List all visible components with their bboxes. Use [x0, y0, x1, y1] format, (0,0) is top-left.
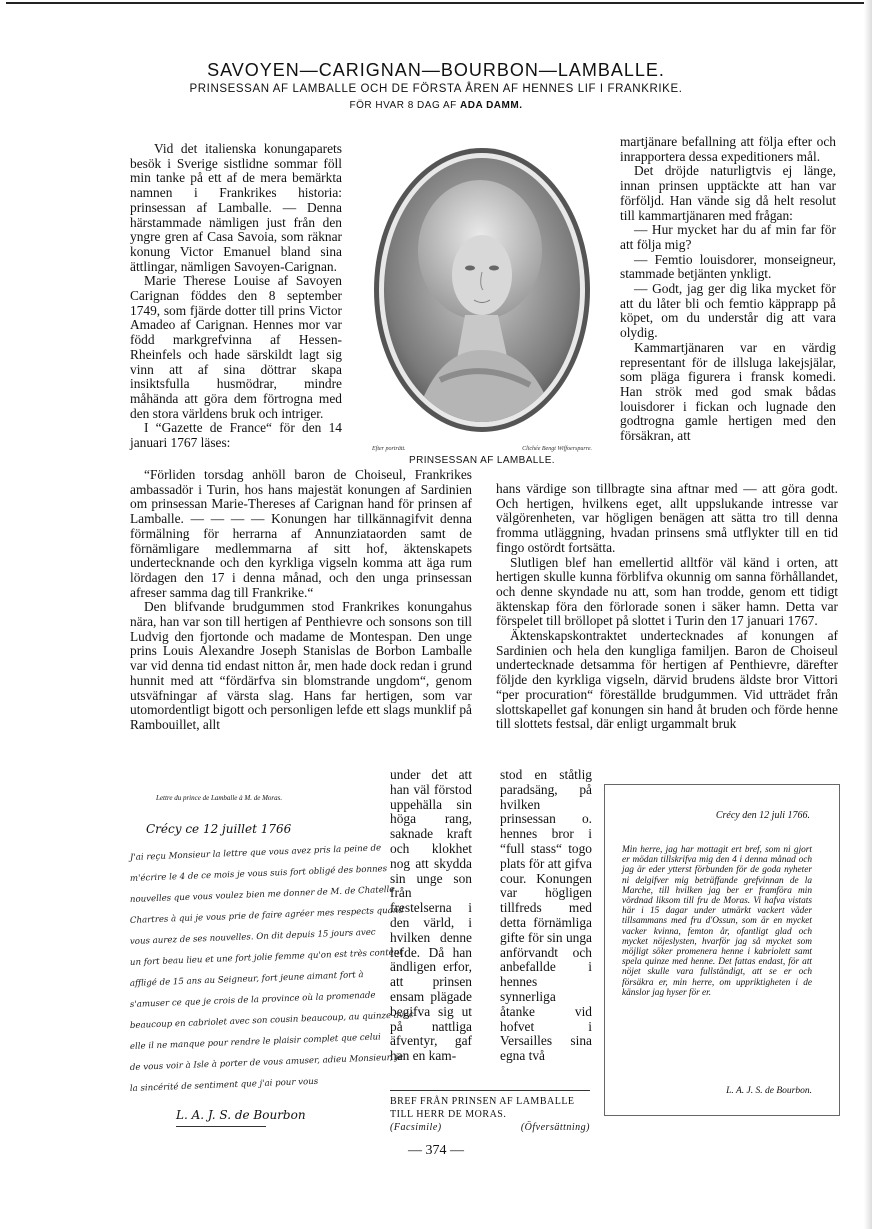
- paragraph: — Hur mycket har du af min far för att följa mig?: [620, 222, 836, 252]
- letter-handwritten-line: vous aurez de ses nouvelles. On dit depuis 15 jours avec: [129, 927, 376, 947]
- letter-handwritten-line: la sincérité de sentiment que j'ai pour vous: [129, 1076, 319, 1094]
- article-subtitle: PRINSESSAN AF LAMBALLE OCH DE FÖRSTA ÅREN AF HENNES LIF I FRANKRIKE.: [189, 83, 683, 95]
- paragraph: Slutligen blef han emellertid alltför väl känd i orten, att hertigen skulle kunna förblifva okunnig om sanna förhållandet, och denne skyndade nu att, som han trodde, genom ett tidigt äktenskap föra den förlorade sonen i säker hamn. Detta var förspelet till bröllopet på slottet i Turin den 17 januari 1767.: [496, 554, 838, 629]
- facsimile-letter: [126, 780, 414, 1140]
- letter-handwritten-line: affligé de 15 ans au Seigneur, fort jeune aimant fort à: [129, 970, 364, 989]
- letter-handwritten-line: J'ai reçu Monsieur la lettre que vous avez pris la peine de: [129, 843, 382, 863]
- portrait-caption: PRINSESSAN AF LAMBALLE.: [409, 455, 555, 466]
- paragraph: martjänare befallning att följa efter och inrapportera dessa expeditioners mål.: [620, 134, 836, 164]
- letter-handwritten-line: de vous voir à Isle à porter de vous amuser, adieu Monsieur, je: [129, 1052, 404, 1073]
- portrait-image: [370, 140, 594, 440]
- narrow-column-left: under det att han väl förstod uppehälla sin höga rang, saknade kraft och klokhet nog att skydda sin unge son från frestelserna i den värld, i hvilken denne lefde. Då han ändligen erfor, att prinsen ensam plägade begifva sig ut på nattliga äfventyr, gaf han en kam-: [390, 767, 472, 1064]
- column-3-text: [620, 135, 836, 444]
- narrow-column-right: stod en ståtlig paradsäng, på hvilken prinsessan o. hennes bror i “full stass“ togo plats för att gifva cour. Konungen var högligen tillfreds med detta förnämliga gifte för sin unga anförvandt och anbefallde i hennes synnerliga åtanke vid hofvet i Versailles sina egna två: [500, 767, 592, 1064]
- letter-handwritten-line: Chartres à qui je vous prie de faire agréer mes respects quand: [129, 905, 405, 926]
- letter-heading: Lettre du prince de Lamballe à M. de Moras.: [156, 794, 283, 802]
- portrait-credit-left: Efter porträtt.: [372, 446, 406, 452]
- byline-prefix: FÖR HVAR 8 DAG AF: [349, 100, 457, 111]
- letter-signature: L. A. J. S. de Bourbon: [176, 1108, 306, 1122]
- paragraph: — Godt, jag ger dig lika mycket för att du låter bli och femtio käpprapp på köpet, om du understår dig att vara olydig.: [620, 281, 836, 341]
- letter-handwritten-line: beaucoup en cabriolet avec son cousin beaucoup, au quinze avec: [129, 1010, 414, 1031]
- page-number: — 374 —: [408, 1143, 464, 1158]
- author-name: ADA DAMM.: [460, 100, 523, 111]
- facsimile-label: (Facsimile): [390, 1122, 442, 1133]
- letter-date: Crécy ce 12 juillet 1766: [146, 822, 292, 836]
- paragraph: Den blifvande brudgummen stod Frankrikes konungahus nära, han var son till hertigen af Penthievre och sonsons son till Ludvig den fjortonde och madame de Montespan. Den unge prins Louis Alexandre Joseph Stanislas de Borbon Lamballe var vid denna tid endast nitton år, men hade dock redan i grund hunnit med att “fördärfva sin blomstrande ungdom“, genom utsväfningar af värsta slag. Hans far hertigen, som var utomordentligt bigott och personligen lefde ett slags munklif på Rambouillet, allt: [130, 599, 472, 732]
- paragraph: Äktenskapskontraktet undertecknades af konungen af Sardinien och hela den kungliga familjen. Baron de Choiseul undertecknade detsamma för hertigen af Penthievre, därefter följde den kyrkliga vigseln, därvid brudens äldste bror Vittori “per procuration“ föreställde brudgummen. Vid utträdet från slottskapellet gaf konungen sin hand åt bruden och förde henne till slottets festsal, där enligt urgammalt bruk: [496, 628, 838, 732]
- letter-handwritten-line: m'écrire le 4 de ce mois je vous suis fort obligé des bonnes: [129, 864, 388, 884]
- paragraph: hans värdige son tillbragte sina aftnar med — att göra godt. Och hertigen, hvilkens eget, allt uppslukande intresse var välgörenheten, var högligen benägen att sätta tro till denna fromma utläggning, hvadan prinsens små utflykter till en tid fingo ostördt fortsätta.: [496, 481, 838, 555]
- portrait-credit-right: Clichée Bengt Wiffoerspurre.: [522, 446, 592, 452]
- scan-edge: [864, 0, 872, 1229]
- letter-caption-line: BREF FRÅN PRINSEN AF LAMBALLE TILL HERR DE MORAS.: [390, 1096, 575, 1120]
- column-1-text: [130, 142, 342, 451]
- letter-handwritten-line: elle il ne manque pour rendre le plaisir complet que celui: [129, 1032, 381, 1052]
- letter-caption: [390, 1090, 590, 1134]
- translation-label: (Öfversättning): [520, 1122, 590, 1133]
- translation-date: Crécy den 12 juli 1766.: [715, 810, 810, 821]
- article-title: SAVOYEN—CARIGNAN—BOURBON—LAMBALLE.: [207, 60, 665, 80]
- paragraph: “Förliden torsdag anhöll baron de Choiseul, Frankrikes ambassadör i Turin, hos hans majestät konungen af Sardinien om prinsessan Marie-Thereses af Carignan hand för prinsen af Lamballe. — — — — Konungen har tillkännagifvit denna förmälning för herrarna af Annunziataorden samt de förnämligare medlemmarna af sitt hof, äktenskapets undertecknande och den kyrkliga vigseln komma att äga rum lördagen den 17 i denna månad, och den unga prinsessan afreser samma dag till Frankrike.“: [130, 467, 472, 600]
- column-2-3-wide-text: [496, 482, 838, 732]
- letter-handwritten-line: s'amuser ce que je crois de la province où la promenade: [129, 990, 376, 1010]
- signature-flourish: [176, 1126, 266, 1127]
- paragraph: Vid det italienska konungaparets besök i Sverige sistlidne sommar föll min tanke på ett af de mera bemärkta namnen i Frankrikes historia: prinsessan af Lamballe. — Denna härstammade nämligen just från den yngre gren af Casa Savoia, som räknar konung Victor Emanuel bland sina ättlingar, nämligen Savoyen-Carignan.: [130, 141, 342, 274]
- paragraph: Marie Therese Louise af Savoyen Carignan föddes den 8 september 1749, som fjärde dotter till prins Victor Amadeo af Carignan. Hennes mor var född markgrefvinna af Hessen-Rheinfels och hade särskildt lagt sig vinn att af sina döttrar skapa insiktsfulla husmödrar, mindre måhända att göra dem förtrogna med den stora världens bruk och intriger.: [130, 273, 342, 421]
- paragraph: — Femtio louisdorer, monseigneur, stammade betjänten ynkligt.: [620, 251, 836, 282]
- byline: [0, 100, 872, 111]
- translation-text: Min herre, jag har mottagit ert bref, som ni gjort er mödan tillskrifva mig den 4 i denna månad och jag är eder ytterst förbunden för de goda nyheter ni delgifver mig beträffande grefvinnan de la Marche, till hvilken jag ber er framföra min vördnad liksom till fru de Moras. Vi hafva vistats här i 15 dagar under utmärkt vackert väder tillsammans med fru d'Ossun, som är en mycket vacker kvinna, femton år, ofantligt glad och mycket nöjeslysten, hvarför jag så mycket som möjligt söker promenera henne i kabriolett samt spela quinze med henne. Det fattas endast, för att nöjet skulle vara fullständigt, att se er och försäkra er, min herre, om uppriktigheten i de känslor jag hyser för er.: [622, 845, 812, 998]
- translation-signature: L. A. J. S. de Bourbon.: [726, 1086, 812, 1096]
- letter-lines: [129, 843, 414, 1100]
- letter-handwritten-line: un fort beau lieu et une fort jolie femme qu'on est très content: [129, 947, 403, 968]
- paragraph: I “Gazette de France“ för den 14 januari 1767 läses:: [130, 420, 342, 451]
- letter-handwritten-line: nouvelles que vous voulez bien me donner de M. de Chatelle: [129, 884, 395, 905]
- paragraph: Det dröjde naturligtvis ej länge, innan prinsen upptäckte att han var förföljd. Han vände sig då helt resolut till kammartjänaren med frågan:: [620, 163, 836, 223]
- top-rule: [6, 2, 866, 4]
- caption-divider: [390, 1090, 590, 1091]
- portrait-figure: [370, 140, 594, 452]
- column-1-wide-text: [130, 468, 472, 733]
- paragraph: Kammartjänaren var en värdig representant för de illsluga lakejsjälar, som pläga figurera i fransk komedi. Han strök med god smak bådas louisdorer i fickan och lugnade den godtrogna gamle hertigen med den försäkran, att: [620, 339, 836, 444]
